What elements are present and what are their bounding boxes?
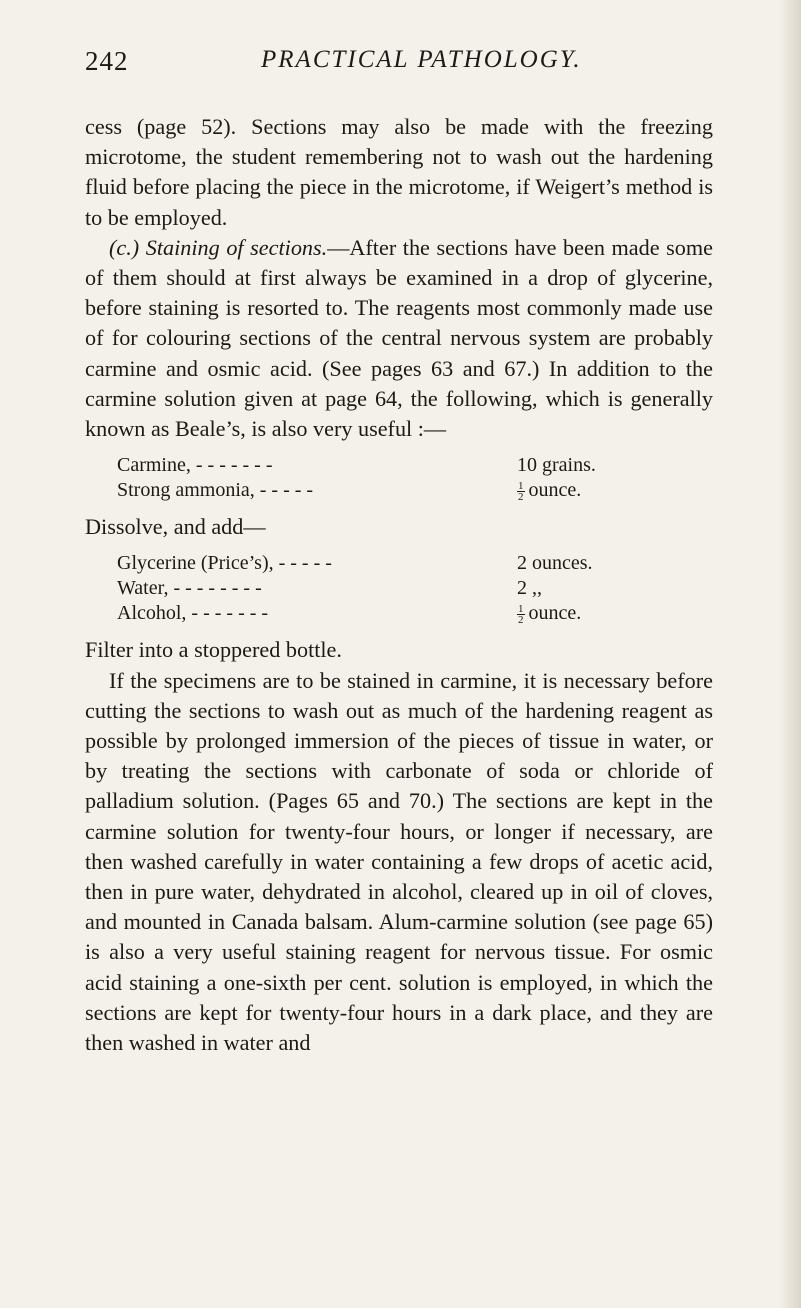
instruction-dissolve: Dissolve, and add—	[85, 514, 266, 540]
running-head: PRACTICAL PATHOLOGY.	[261, 46, 582, 73]
recipe-row	[117, 601, 675, 626]
recipe-row	[117, 478, 675, 503]
instruction-filter: Filter into a stoppered bottle.	[85, 637, 342, 663]
recipe-ingredient: Glycerine (Price’s), - - - - -	[117, 552, 332, 575]
recipe-quantity: 2 ounces.	[517, 552, 593, 575]
paragraph-staining-sections	[85, 233, 713, 444]
recipe-ingredient: Water, - - - - - - - -	[117, 577, 262, 600]
paragraph-continuation: cess (page 52). Sections may also be made with the freezing microtome, the student remembering not to wash out the hardening fluid before placing the piece in the microtome, if Weigert’s method is to be employed.	[85, 114, 713, 230]
recipe-quantity: $\frac{1}{2}$ ounce.	[518, 602, 582, 627]
page-edge-shadow	[779, 0, 801, 1308]
paragraph-carmine-staining: If the specimens are to be stained in carmine, it is necessary before cutting the sections to wash out as much of the hardening reagent as possible by prolonged immersion of the pieces of tissue in water, or by treating the sections with carbonate of soda or chloride of palladium solution. (Pages 65 and 70.) The sections are kept in the carmine solution for twenty-four hours, or longer if necessary, are then washed carefully in water containing a few drops of acetic acid, then in pure water, dehydrated in alcohol, cleared up in oil of cloves, and mounted in Canada balsam. Alum-carmine solution (see page 65) is also a very useful staining reagent for nervous tissue. For osmic acid staining a one-sixth per cent. solution is employed, in which the sections are kept for twenty-four hours in a dark place, and they are then washed in water and	[85, 667, 713, 1056]
recipe-block-carmine	[117, 453, 675, 503]
recipe-row	[117, 576, 675, 601]
recipe-row	[117, 551, 675, 576]
fraction-half: $\frac{1}{2}$	[518, 603, 524, 627]
section-heading-staining: (c.) Staining of sections.	[109, 234, 328, 260]
page-body	[85, 112, 713, 1058]
fraction-half: $\frac{1}{2}$	[518, 480, 524, 504]
recipe-block-solvents	[117, 551, 675, 626]
recipe-quantity: 10 grains.	[517, 454, 596, 477]
paragraph-staining-text: —After the sections have been made some of them should at first always be examined in a drop of glycerine, before staining is resorted to. The reagents most commonly made use of for colouring sections of the central nervous system are probably carmine and osmic acid. (See pages 63 and 67.) In addition to the carmine solution given at page 64, the following, which is generally known as Beale’s, is also very useful :—	[85, 234, 713, 442]
recipe-quantity: 2 ,,	[517, 577, 542, 600]
recipe-quantity: $\frac{1}{2}$ ounce.	[518, 479, 582, 504]
recipe-row	[117, 453, 675, 478]
recipe-ingredient: Alcohol, - - - - - - -	[117, 602, 269, 625]
page-number: 242	[85, 46, 129, 76]
page-header	[85, 46, 715, 86]
recipe-ingredient: Strong ammonia, - - - - -	[117, 479, 314, 502]
recipe-ingredient: Carmine, - - - - - - -	[117, 454, 273, 477]
